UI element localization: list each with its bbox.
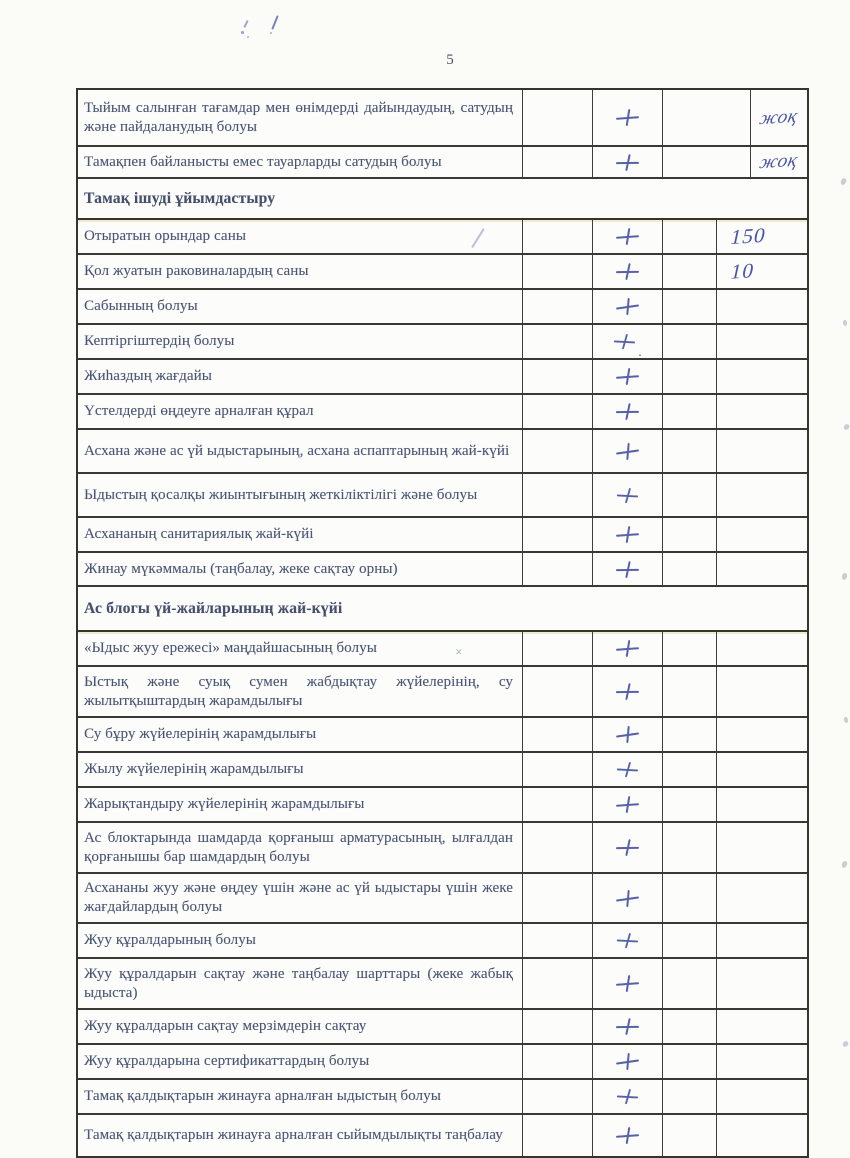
row-label-cell [78, 718, 522, 751]
margin-speck [840, 177, 847, 185]
row-label-cell [78, 90, 522, 145]
note-cell [716, 255, 807, 288]
empty-cell [522, 290, 592, 323]
note-cell [716, 1115, 807, 1156]
empty-cell [662, 290, 716, 323]
row-label: Сабынның болуы [84, 298, 198, 314]
empty-cell [522, 474, 592, 516]
row-label-cell [78, 959, 522, 1008]
handwritten-plus-mark [616, 760, 639, 778]
row-label-cell [78, 667, 522, 716]
table-row [78, 474, 807, 518]
margin-speck [843, 423, 850, 431]
row-label: Су бұру жүйелерінің жарамдылығы [84, 726, 317, 742]
row-label: Тамақ қалдықтарын жинауға арналған сыйымдылықты таңбалау [84, 1127, 503, 1143]
table-row [78, 325, 807, 360]
table-row [78, 147, 807, 179]
table-row [78, 553, 807, 587]
empty-cell [522, 1080, 592, 1113]
empty-cell [662, 959, 716, 1008]
empty-cell [522, 147, 592, 177]
row-label-cell [78, 632, 522, 665]
empty-cell [662, 220, 716, 253]
row-label-cell [78, 874, 522, 922]
note-cell [716, 220, 807, 253]
empty-cell [662, 924, 716, 957]
empty-cell [662, 788, 716, 821]
empty-cell [522, 1045, 592, 1078]
empty-cell [662, 147, 750, 177]
row-label-cell [78, 147, 522, 177]
note-cell [716, 1045, 807, 1078]
note-cell [716, 360, 807, 393]
note-cell [716, 553, 807, 585]
row-label: Асхананың санитариялық жай-күйі [84, 526, 314, 542]
row-label-cell [78, 290, 522, 323]
handwritten-plus-mark [616, 640, 639, 657]
row-label: Ас блоктарында шамдарда қорғаныш арматурасының, ылғалдан қорғанышы бар шамдардың болуы [84, 829, 513, 865]
handwritten-plus-mark [613, 332, 636, 350]
inspection-table [76, 88, 809, 1158]
handwritten-plus-mark [616, 796, 639, 813]
empty-cell [662, 90, 750, 145]
handwritten-plus-mark [616, 975, 639, 992]
row-label-cell [78, 1080, 522, 1113]
empty-cell [522, 959, 592, 1008]
note-cell [716, 788, 807, 821]
ink-stray-dot [241, 31, 244, 34]
handwritten-plus-mark [616, 402, 640, 420]
note-cell [716, 924, 807, 957]
row-label: Жарықтандыру жүйелерінің жарамдылығы [84, 796, 365, 812]
table-row [78, 430, 807, 474]
ink-smudge: ✕ [455, 648, 463, 658]
table-row [78, 1115, 807, 1156]
handwritten-plus-mark [616, 560, 640, 578]
handwritten-plus-mark [615, 889, 639, 908]
note-cell [716, 474, 807, 516]
row-label: Қол жуатын раковиналардың саны [84, 263, 309, 279]
empty-cell [662, 823, 716, 872]
note-cell [716, 395, 807, 428]
table-row [78, 1045, 807, 1080]
table-row [78, 290, 807, 325]
mark-cell [592, 395, 662, 428]
handwritten-note: жоқ [757, 149, 801, 174]
empty-cell [522, 753, 592, 786]
mark-cell [592, 874, 662, 922]
table-row [78, 667, 807, 718]
row-label: Отыратын орындар саны [84, 228, 246, 244]
row-label: Тамақ қалдықтарын жинауға арналған ыдыстың болуы [84, 1088, 441, 1104]
mark-cell [592, 632, 662, 665]
row-label: Ыстық және суық сумен жабдықтау жүйелерінің, су жылытқыштардың жарамдылығы [84, 673, 513, 709]
mark-cell [592, 718, 662, 751]
note-cell [716, 1010, 807, 1043]
table-row [78, 788, 807, 823]
row-label-cell [78, 753, 522, 786]
ink-stray-mark [271, 15, 278, 30]
empty-cell [662, 395, 716, 428]
handwritten-plus-mark [616, 931, 639, 949]
note-cell [716, 667, 807, 716]
handwritten-plus-mark [616, 109, 639, 126]
row-label-cell [78, 788, 522, 821]
handwritten-plus-mark [616, 1127, 639, 1144]
empty-cell [522, 874, 592, 922]
table-row [78, 255, 807, 290]
empty-cell [522, 1115, 592, 1156]
handwritten-plus-mark [616, 1017, 640, 1035]
row-label-cell [78, 395, 522, 428]
margin-speck [842, 1040, 849, 1048]
empty-cell [522, 220, 592, 253]
ink-stray-dot [247, 36, 249, 38]
table-row [78, 753, 807, 788]
table-row [78, 90, 807, 147]
mark-cell [592, 1080, 662, 1113]
empty-cell [522, 395, 592, 428]
table-row [78, 718, 807, 753]
empty-cell [662, 1080, 716, 1113]
empty-cell [662, 753, 716, 786]
handwritten-plus-mark [616, 486, 639, 504]
row-label-cell [78, 430, 522, 472]
row-label: Жуу құралдарын сақтау және таңбалау шарттары (жеке жабық ыдыста) [84, 965, 513, 1001]
empty-cell [662, 360, 716, 393]
handwritten-plus-mark [616, 262, 640, 280]
row-label: Тыйым салынған тағамдар мен өнімдерді дайындаудың, сатудың және пайдаланудың болуы [84, 99, 513, 135]
section-header-row [78, 587, 807, 632]
mark-cell [592, 553, 662, 585]
mark-cell [592, 325, 662, 358]
row-label-cell [78, 325, 522, 358]
row-label: Жылу жүйелерінің жарамдылығы [84, 761, 304, 777]
empty-cell [662, 518, 716, 551]
handwritten-note: жоқ [757, 105, 801, 129]
mark-cell [592, 220, 662, 253]
row-label: Асхананы жуу және өңдеу үшін және ас үй ыдыстары үшін жеке жағдайлардың болуы [84, 880, 513, 915]
handwritten-dot: . [638, 345, 642, 360]
row-label-cell [78, 823, 522, 872]
row-label-cell [78, 1010, 522, 1043]
empty-cell [662, 430, 716, 472]
handwritten-plus-mark [615, 1052, 639, 1071]
table-row [78, 220, 807, 255]
mark-cell [592, 667, 662, 716]
row-label-cell [78, 474, 522, 516]
empty-cell [522, 255, 592, 288]
handwritten-plus-mark [616, 838, 640, 856]
empty-cell [662, 1115, 716, 1156]
row-label-cell [78, 360, 522, 393]
empty-cell [662, 1010, 716, 1043]
handwritten-plus-mark [615, 442, 639, 461]
row-label-cell [78, 1115, 522, 1156]
note-cell [716, 325, 807, 358]
row-label: Жуу құралдарын сақтау мерзімдерін сақтау [84, 1018, 367, 1034]
handwritten-plus-mark [615, 725, 639, 744]
mark-cell [592, 788, 662, 821]
handwritten-note: 150 [728, 222, 769, 250]
handwritten-plus-mark [616, 526, 639, 543]
table-row [78, 924, 807, 959]
note-cell [716, 1080, 807, 1113]
table-row [78, 959, 807, 1010]
note-cell [750, 147, 807, 177]
empty-cell [662, 325, 716, 358]
margin-speck [841, 860, 848, 868]
table-row [78, 1010, 807, 1045]
table-row [78, 632, 807, 667]
section-header-row [78, 179, 807, 220]
empty-cell [522, 823, 592, 872]
empty-cell [522, 788, 592, 821]
note-cell [716, 753, 807, 786]
empty-cell [662, 255, 716, 288]
margin-speck [843, 716, 849, 723]
note-cell [716, 290, 807, 323]
mark-cell [592, 360, 662, 393]
margin-speck [842, 320, 847, 327]
mark-cell [592, 1045, 662, 1078]
empty-cell [662, 1045, 716, 1078]
handwritten-plus-mark [615, 297, 639, 316]
empty-cell [522, 1010, 592, 1043]
empty-cell [662, 632, 716, 665]
note-cell [716, 430, 807, 472]
row-label-cell [78, 1045, 522, 1078]
table-row [78, 874, 807, 924]
section-header-label: Тамақ ішуді ұйымдастыру [84, 189, 276, 207]
empty-cell [522, 325, 592, 358]
section-header-label: Ас блогы үй-жайларының жай-күйі [84, 599, 343, 617]
ink-stray-mark [243, 20, 248, 28]
table-row [78, 518, 807, 553]
row-label-cell [78, 255, 522, 288]
empty-cell [522, 518, 592, 551]
row-label-cell [78, 518, 522, 551]
row-label-cell [78, 220, 522, 253]
mark-cell [592, 430, 662, 472]
mark-cell [592, 1115, 662, 1156]
table-row [78, 360, 807, 395]
row-label: «Ыдыс жуу ережесі» маңдайшасының болуы [84, 640, 377, 656]
empty-cell [522, 90, 592, 145]
row-label: Жиһаздың жағдайы [84, 368, 212, 384]
table-row [78, 823, 807, 874]
mark-cell [592, 518, 662, 551]
row-label: Үстелдерді өңдеуге арналған құрал [84, 403, 314, 419]
note-cell [716, 823, 807, 872]
empty-cell [522, 430, 592, 472]
mark-cell [592, 255, 662, 288]
note-cell [716, 874, 807, 922]
note-cell [716, 718, 807, 751]
mark-cell [592, 823, 662, 872]
row-label-cell [78, 924, 522, 957]
empty-cell [522, 553, 592, 585]
row-label: Жинау мүкәммалы (таңбалау, жеке сақтау орны) [84, 560, 398, 577]
mark-cell [592, 1010, 662, 1043]
mark-cell [592, 290, 662, 323]
empty-cell [522, 632, 592, 665]
ink-stray-dot [270, 32, 272, 34]
empty-cell [522, 924, 592, 957]
handwritten-plus-mark [616, 682, 640, 700]
empty-cell [522, 718, 592, 751]
empty-cell [662, 474, 716, 516]
row-label: Ыдыстың қосалқы жиынтығының жеткіліктілігі және болуы [84, 486, 478, 503]
row-label: Жуу құралдарына сертификаттардың болуы [84, 1053, 370, 1069]
handwritten-plus-mark [616, 1087, 639, 1105]
note-cell [716, 632, 807, 665]
mark-cell [592, 90, 662, 145]
empty-cell [522, 360, 592, 393]
mark-cell [592, 959, 662, 1008]
mark-cell [592, 924, 662, 957]
handwritten-plus-mark [616, 153, 640, 171]
handwritten-plus-mark [616, 368, 639, 385]
margin-speck [841, 573, 847, 581]
handwritten-note: 10 [728, 258, 757, 284]
table-row [78, 395, 807, 430]
note-cell [750, 90, 807, 145]
row-label: Тамақпен байланысты емес тауарларды сатудың болуы [84, 153, 442, 170]
mark-cell [592, 753, 662, 786]
empty-cell [662, 718, 716, 751]
row-label: Асхана және ас үй ыдыстарының, асхана аспаптарының жай-күйі [84, 442, 510, 459]
handwritten-plus-mark [616, 228, 639, 245]
empty-cell [662, 874, 716, 922]
row-label: Кептіргіштердің болуы [84, 333, 235, 349]
note-cell [716, 959, 807, 1008]
empty-cell [662, 667, 716, 716]
mark-cell [592, 474, 662, 516]
row-label-cell [78, 553, 522, 585]
page-number: 5 [446, 52, 454, 68]
row-label: Жуу құралдарының болуы [84, 932, 256, 948]
empty-cell [522, 667, 592, 716]
mark-cell [592, 147, 662, 177]
empty-cell [662, 553, 716, 585]
table-row [78, 1080, 807, 1115]
note-cell [716, 518, 807, 551]
